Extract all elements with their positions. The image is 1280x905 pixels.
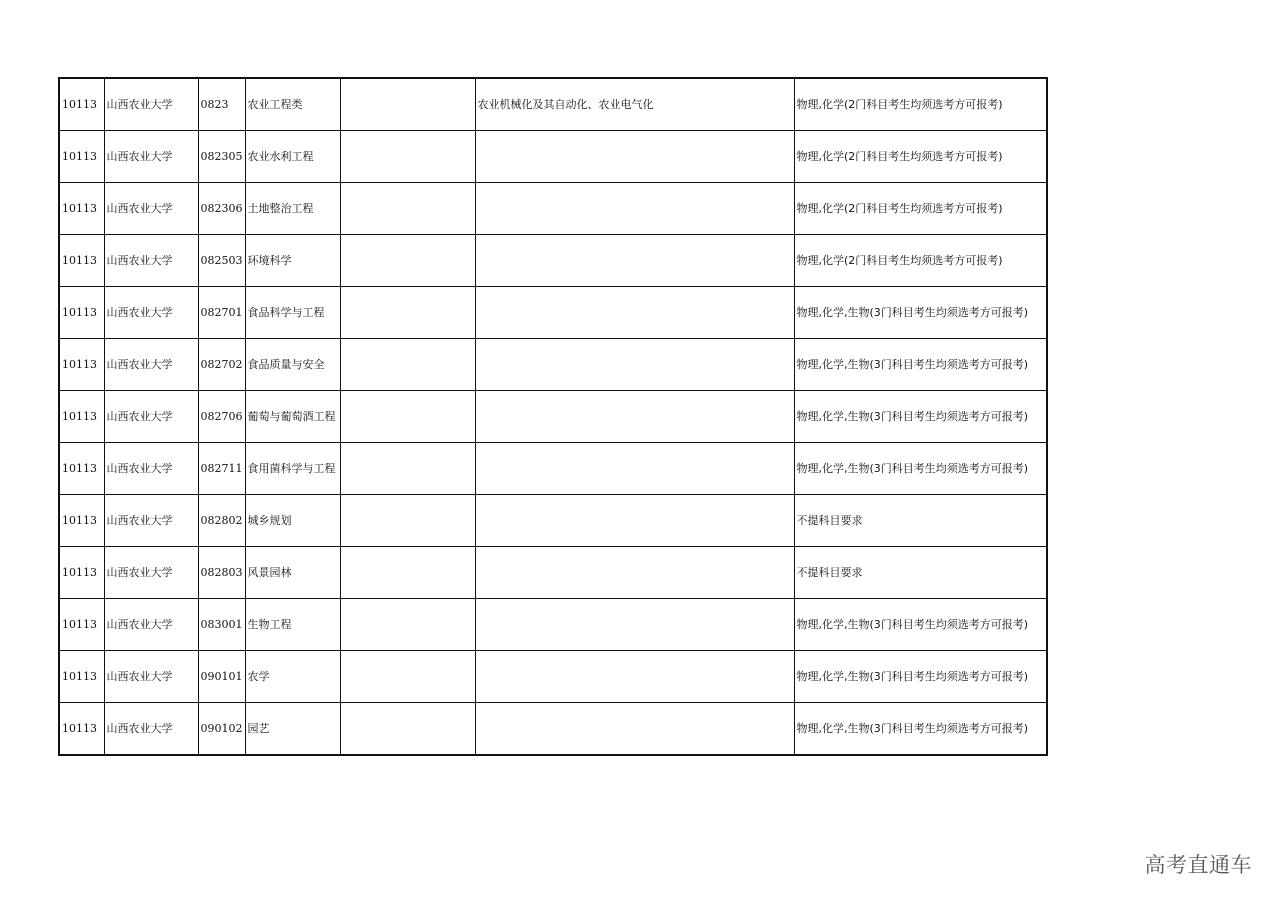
subject-requirement-cell: 不提科目要求 [794,495,1047,547]
major-code-cell: 082503 [198,235,245,287]
empty-cell [340,495,475,547]
school-name-cell: 山西农业大学 [104,287,198,339]
subject-requirement-cell: 物理,化学(2门科目考生均须选考方可报考) [794,183,1047,235]
school-name-cell: 山西农业大学 [104,78,198,131]
school-code-cell: 10113 [59,443,104,495]
table-row [59,235,1047,287]
major-code-cell: 090101 [198,651,245,703]
table-row [59,183,1047,235]
major-name-cell: 食品科学与工程 [245,287,340,339]
school-name-cell: 山西农业大学 [104,547,198,599]
subject-requirement-cell: 物理,化学,生物(3门科目考生均须选考方可报考) [794,599,1047,651]
school-code-cell: 10113 [59,391,104,443]
school-code-cell: 10113 [59,339,104,391]
table-row [59,391,1047,443]
subject-requirement-cell: 物理,化学,生物(3门科目考生均须选考方可报考) [794,443,1047,495]
included-majors-cell [475,339,794,391]
subject-requirement-cell: 物理,化学(2门科目考生均须选考方可报考) [794,131,1047,183]
major-name-cell: 城乡规划 [245,495,340,547]
school-code-cell: 10113 [59,599,104,651]
subject-requirement-cell: 物理,化学,生物(3门科目考生均须选考方可报考) [794,651,1047,703]
subject-requirement-cell: 物理,化学,生物(3门科目考生均须选考方可报考) [794,703,1047,756]
table-row [59,495,1047,547]
subject-requirement-cell: 物理,化学,生物(3门科目考生均须选考方可报考) [794,339,1047,391]
empty-cell [340,703,475,756]
school-name-cell: 山西农业大学 [104,443,198,495]
school-code-cell: 10113 [59,703,104,756]
school-name-cell: 山西农业大学 [104,131,198,183]
school-name-cell: 山西农业大学 [104,651,198,703]
major-name-cell: 风景园林 [245,547,340,599]
included-majors-cell [475,599,794,651]
table-row [59,651,1047,703]
major-code-cell: 082711 [198,443,245,495]
major-name-cell: 葡萄与葡萄酒工程 [245,391,340,443]
major-name-cell: 农学 [245,651,340,703]
included-majors-cell [475,495,794,547]
subject-requirement-cell: 物理,化学,生物(3门科目考生均须选考方可报考) [794,391,1047,443]
major-code-cell: 082306 [198,183,245,235]
subject-requirement-cell: 物理,化学(2门科目考生均须选考方可报考) [794,235,1047,287]
subject-requirement-cell: 不提科目要求 [794,547,1047,599]
major-code-cell: 082305 [198,131,245,183]
school-name-cell: 山西农业大学 [104,339,198,391]
school-name-cell: 山西农业大学 [104,703,198,756]
included-majors-cell [475,183,794,235]
included-majors-cell [475,131,794,183]
school-code-cell: 10113 [59,495,104,547]
table-row [59,599,1047,651]
major-code-cell: 082706 [198,391,245,443]
major-name-cell: 食品质量与安全 [245,339,340,391]
major-name-cell: 农业水利工程 [245,131,340,183]
included-majors-cell [475,391,794,443]
table-row [59,78,1047,131]
empty-cell [340,391,475,443]
major-code-cell: 090102 [198,703,245,756]
school-name-cell: 山西农业大学 [104,183,198,235]
major-code-cell: 082802 [198,495,245,547]
empty-cell [340,547,475,599]
major-code-cell: 083001 [198,599,245,651]
school-name-cell: 山西农业大学 [104,235,198,287]
table-row [59,339,1047,391]
empty-cell [340,183,475,235]
subject-requirement-cell: 物理,化学,生物(3门科目考生均须选考方可报考) [794,287,1047,339]
table-row [59,131,1047,183]
major-name-cell: 食用菌科学与工程 [245,443,340,495]
empty-cell [340,78,475,131]
major-code-cell: 082803 [198,547,245,599]
empty-cell [340,651,475,703]
major-name-cell: 生物工程 [245,599,340,651]
included-majors-cell [475,547,794,599]
table-row [59,443,1047,495]
included-majors-cell [475,235,794,287]
school-name-cell: 山西农业大学 [104,599,198,651]
major-code-cell: 082702 [198,339,245,391]
major-code-cell: 0823 [198,78,245,131]
empty-cell [340,235,475,287]
table-row [59,547,1047,599]
included-majors-cell [475,443,794,495]
empty-cell [340,443,475,495]
empty-cell [340,599,475,651]
included-majors-cell: 农业机械化及其自动化、农业电气化 [475,78,794,131]
included-majors-cell [475,651,794,703]
school-code-cell: 10113 [59,547,104,599]
table-body [59,78,1047,755]
major-name-cell: 农业工程类 [245,78,340,131]
watermark-text: 高考直通车 [1144,853,1252,877]
school-code-cell: 10113 [59,78,104,131]
major-name-cell: 土地整治工程 [245,183,340,235]
school-code-cell: 10113 [59,235,104,287]
school-name-cell: 山西农业大学 [104,495,198,547]
school-code-cell: 10113 [59,651,104,703]
empty-cell [340,339,475,391]
school-code-cell: 10113 [59,131,104,183]
school-code-cell: 10113 [59,287,104,339]
empty-cell [340,287,475,339]
included-majors-cell [475,287,794,339]
subject-requirement-cell: 物理,化学(2门科目考生均须选考方可报考) [794,78,1047,131]
major-name-cell: 园艺 [245,703,340,756]
school-name-cell: 山西农业大学 [104,391,198,443]
major-name-cell: 环境科学 [245,235,340,287]
included-majors-cell [475,703,794,756]
major-code-cell: 082701 [198,287,245,339]
school-code-cell: 10113 [59,183,104,235]
subject-requirements-table [58,77,1048,756]
empty-cell [340,131,475,183]
table-row [59,287,1047,339]
table-row [59,703,1047,756]
